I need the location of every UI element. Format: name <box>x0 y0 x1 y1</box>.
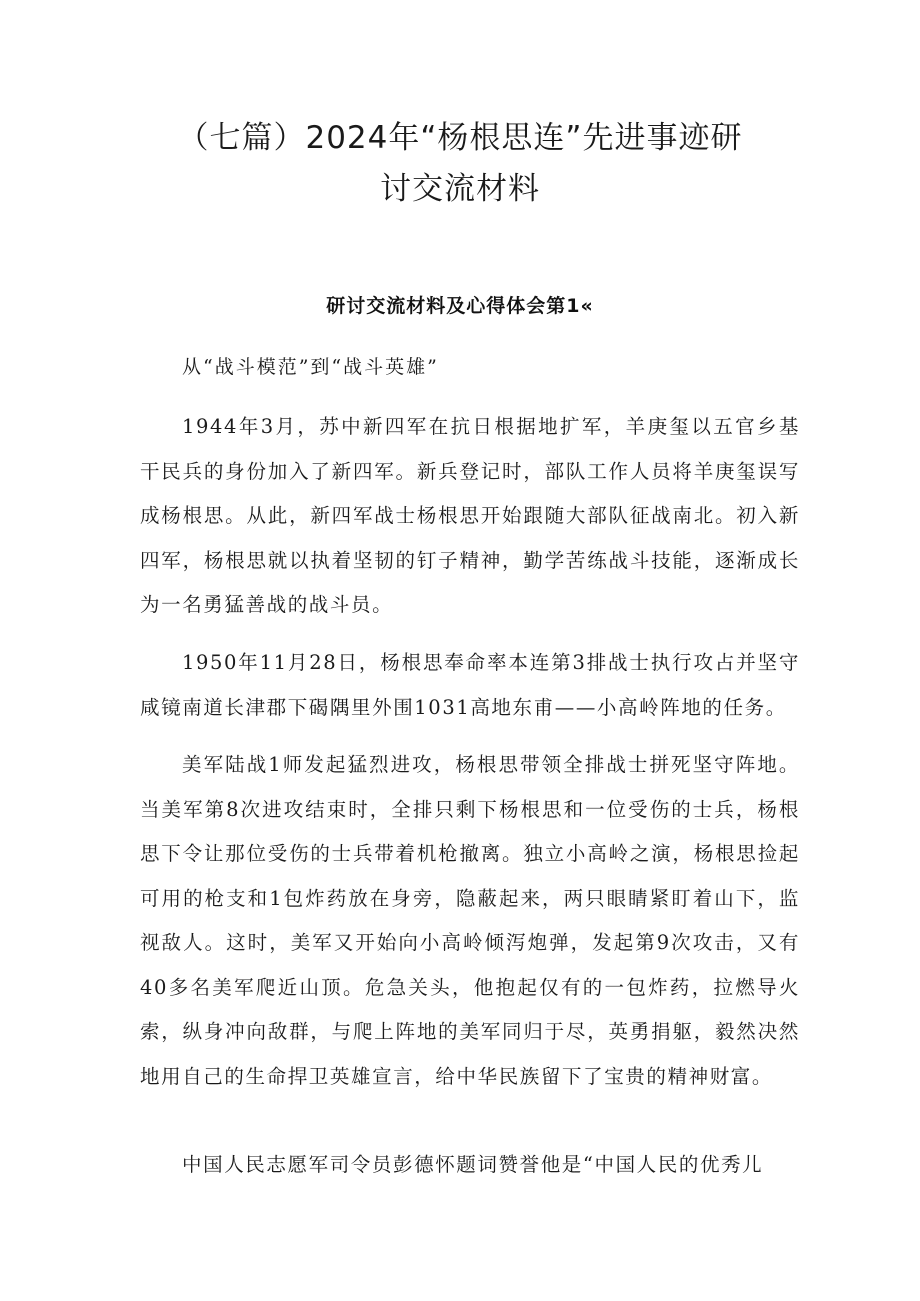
section-heading: 从“战斗模范”到“战斗英雄” <box>182 356 439 378</box>
document-title-line-2: 讨交流材料 <box>380 171 540 207</box>
paragraph-3: 美军陆战1师发起猛烈进攻，杨根思带领全排战士拼死坚守阵地。当美军第8次进攻结束时，全排只剩下杨根思和一位受伤的士兵，杨根思下令让那位受伤的士兵带着机枪撤离。独立小高岭之演，杨根思捡起可用的枪支和1包炸药放在身旁，隐蔽起来，两只眼睛紧盯着山下，监视敌人。这时，美军又开始向小高岭倾泻炮弹，发起第9次攻击，又有40多名美军爬近山顶。危急关头，他抱起仅有的一包炸药，拉燃导火索，纵身冲向敌群，与爬上阵地的美军同归于尽，英勇捐躯，毅然决然地用自己的生命捍卫英雄宣言，给中华民族留下了宝贵的精神财富。 <box>140 753 800 1088</box>
paragraph-4: 中国人民志愿军司令员彭德怀题词赞誉他是“中国人民的优秀儿 <box>182 1153 764 1176</box>
paragraph-1: 1944年3月，苏中新四军在抗日根据地扩军，羊庚玺以五官乡基干民兵的身份加入了新四军。新兵登记时，部队工作人员将羊庚玺误写成杨根思。从此，新四军战士杨根思开始跟随大部队征战南北。初入新四军，杨根思就以执着坚韧的钉子精神，勤学苦练战斗技能，逐渐成长为一名勇猛善战的战斗员。 <box>140 415 800 616</box>
section-subtitle: 研讨交流材料及心得体会第1« <box>326 295 594 317</box>
document-title-line-1: （七篇）2024年“杨根思连”先进事迹研 <box>177 120 743 156</box>
paragraph-2: 1950年11月28日，杨根思奉命率本连第3排战士执行攻占并坚守咸镜南道长津郡下碣隅里外围1031高地东甫——小高岭阵地的任务。 <box>140 651 800 719</box>
